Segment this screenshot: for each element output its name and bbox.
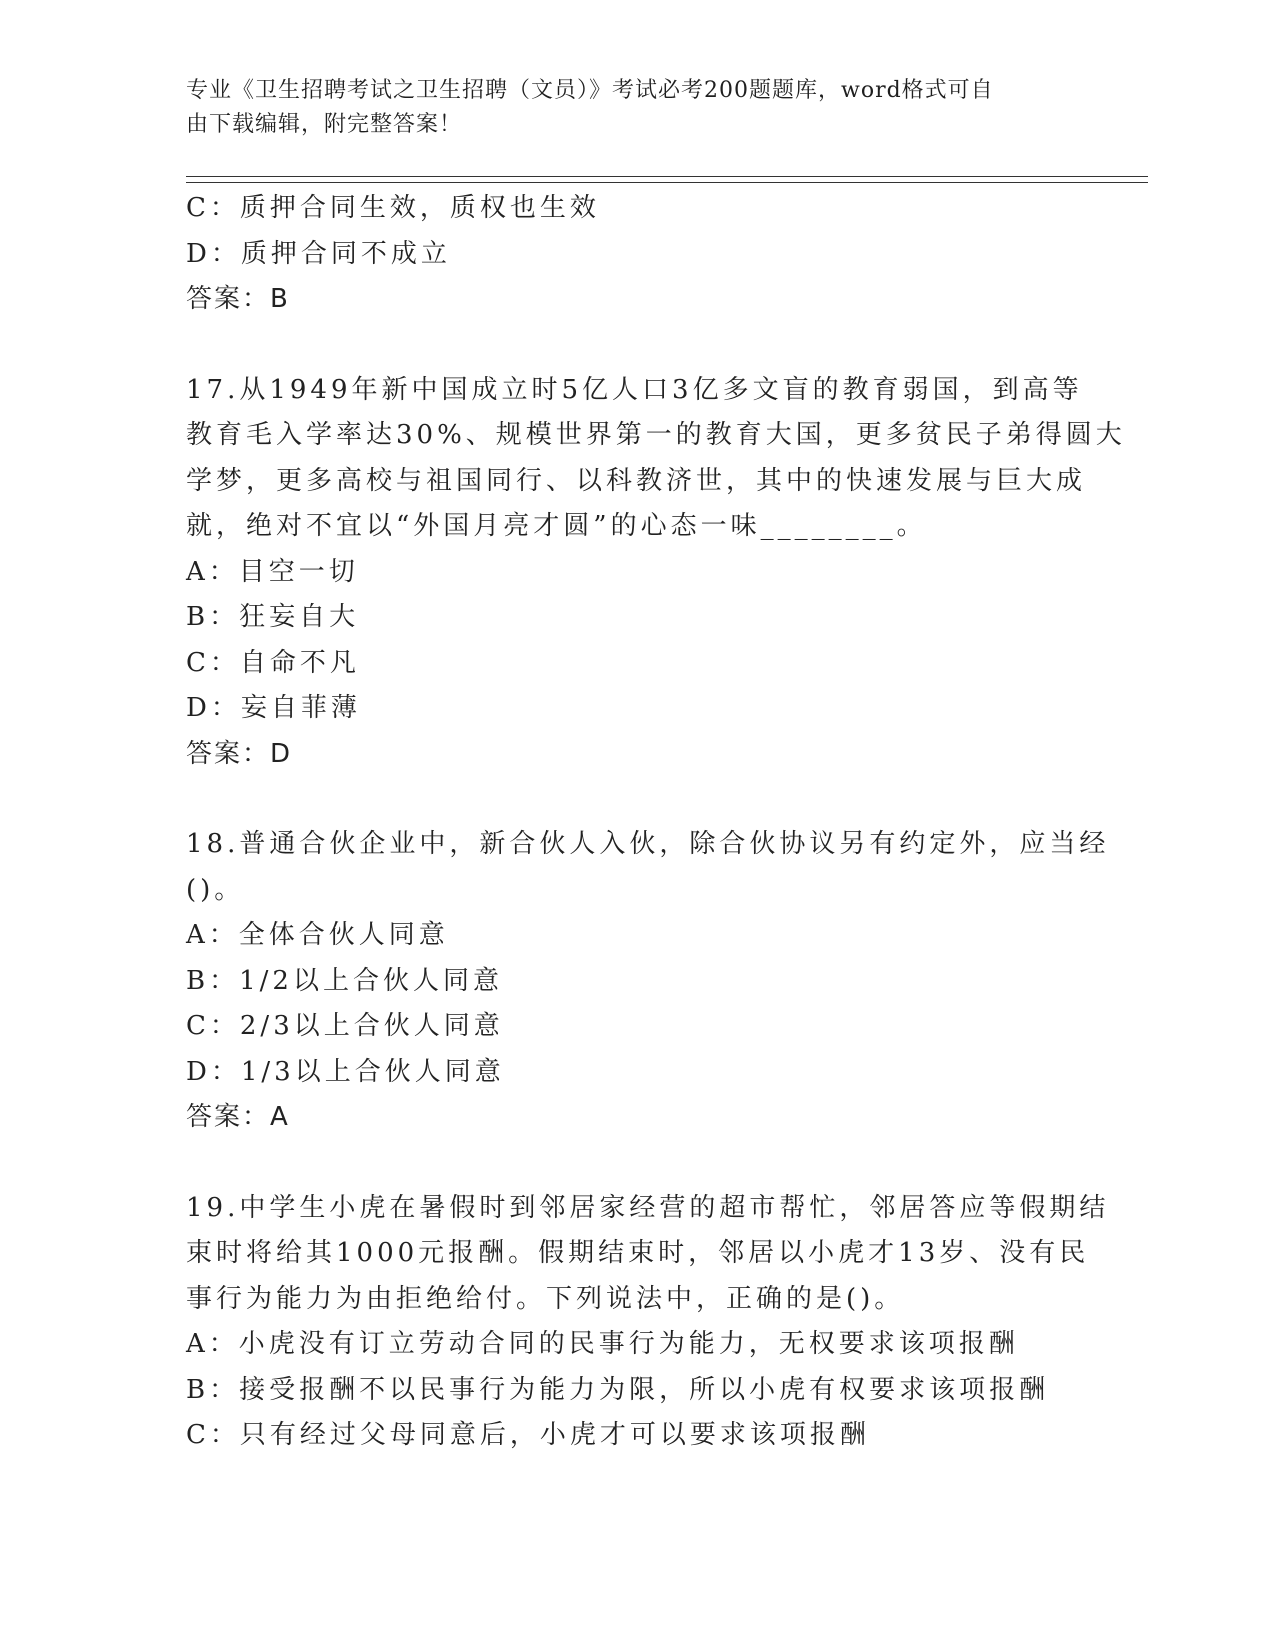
question-stem (186, 1186, 1110, 1323)
option-a: A：全体合伙人同意 (186, 920, 449, 950)
option-b: B：1/2以上合伙人同意 (186, 965, 503, 996)
previous-question-tail (186, 186, 1086, 323)
option-d: D：质押合同不成立 (186, 238, 451, 269)
option-c: C：2/3以上合伙人同意 (186, 1011, 504, 1041)
answer-line: 答案：D (186, 738, 293, 769)
option-b: B：狂妄自大 (186, 602, 360, 632)
option-d: D：1/3以上合伙人同意 (186, 1056, 505, 1087)
question-stem (186, 368, 1126, 550)
option-c: C：质押合同生效，质权也生效 (186, 193, 600, 223)
answer-line: 答案：A (186, 1102, 290, 1132)
option-a: A：小虎没有订立劳动合同的民事行为能力，无权要求该项报酬 (186, 1329, 1019, 1359)
stem-line: 就，绝对不宜以“外国月亮才圆”的心态一味________。 (186, 511, 927, 541)
header-line-1: 专业《卫生招聘考试之卫生招聘（文员）》考试必考200题题库，word格式可自 (186, 78, 994, 103)
option-b: B：接受报酬不以民事行为能力为限，所以小虎有权要求该项报酬 (186, 1374, 1050, 1405)
stem-line: 束时将给其1000元报酬。假期结束时，邻居以小虎才13岁、没有民 (186, 1238, 1090, 1268)
question-stem (186, 822, 1110, 913)
option-c: C：自命不凡 (186, 647, 360, 678)
stem-line: 18.普通合伙企业中，新合伙人入伙，除合伙协议另有约定外，应当经 (186, 829, 1110, 859)
stem-line: 教育毛入学率达30%、规模世界第一的教育大国，更多贫民子弟得圆大 (186, 420, 1126, 450)
header-line-2: 由下载编辑，附完整答案！ (186, 112, 463, 137)
header-rule-bottom (186, 182, 1148, 183)
header-rule-top (186, 176, 1148, 177)
answer-line: 答案：B (186, 284, 290, 314)
stem-line: 17.从1949年新中国成立时5亿人口3亿多文盲的教育弱国，到高等 (186, 374, 1083, 405)
document-header (186, 74, 1086, 142)
question-18 (186, 822, 1110, 1141)
question-17 (186, 368, 1126, 778)
stem-line: ()。 (186, 874, 245, 905)
stem-line: 学梦，更多高校与祖国同行、以科教济世，其中的快速发展与巨大成 (186, 465, 1087, 496)
option-d: D：妄自菲薄 (186, 693, 361, 723)
option-a: A：目空一切 (186, 556, 359, 587)
question-19 (186, 1186, 1110, 1459)
stem-line: 事行为能力为由拒绝给付。下列说法中，正确的是()。 (186, 1283, 905, 1314)
stem-line: 19.中学生小虎在暑假时到邻居家经营的超市帮忙，邻居答应等假期结 (186, 1192, 1110, 1223)
document-body (186, 186, 1126, 1459)
option-c: C：只有经过父母同意后，小虎才可以要求该项报酬 (186, 1420, 870, 1450)
